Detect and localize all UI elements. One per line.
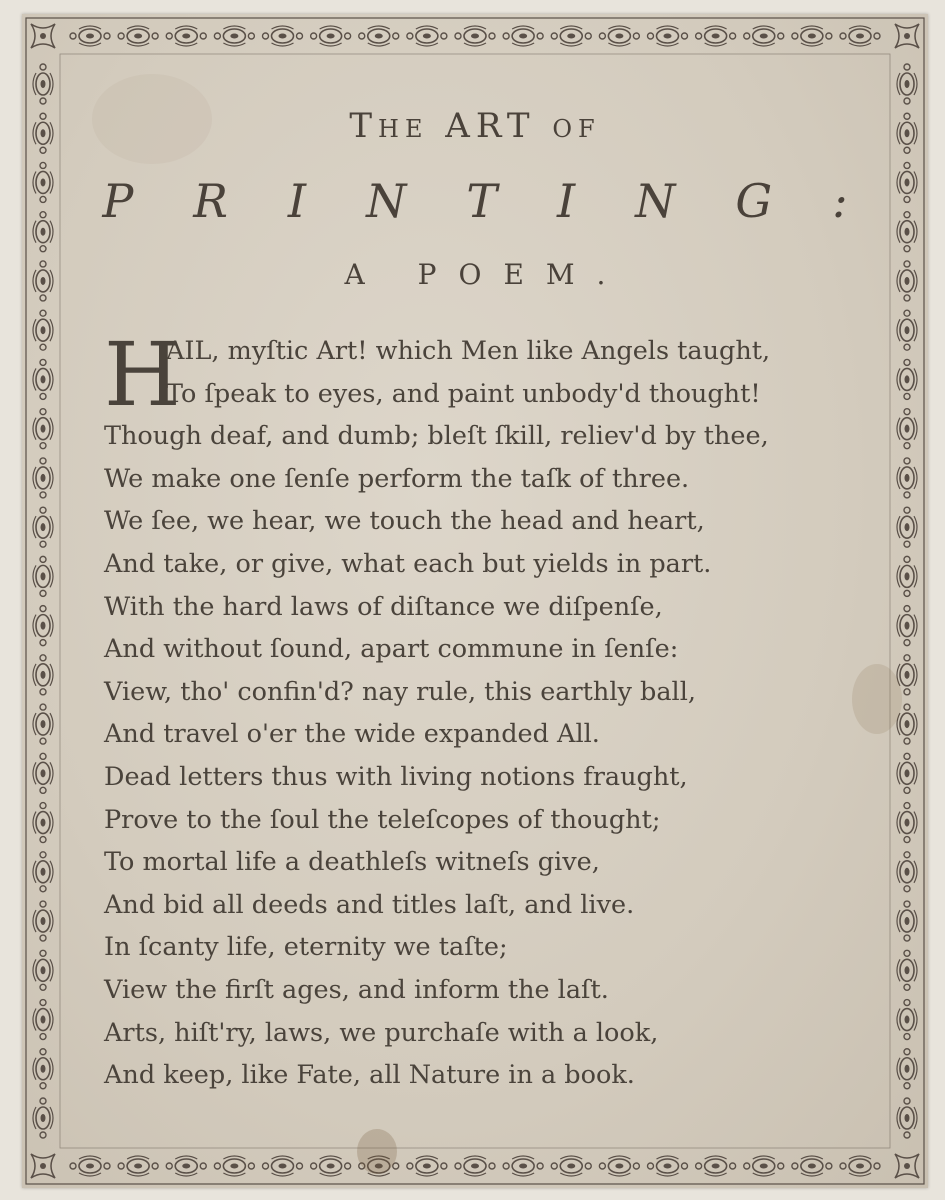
border-link bbox=[33, 1049, 53, 1089]
border-link bbox=[263, 1156, 303, 1176]
border-link bbox=[214, 1156, 254, 1176]
border-link bbox=[33, 606, 53, 646]
border-link bbox=[744, 1156, 784, 1176]
border-link bbox=[263, 26, 303, 46]
border-link bbox=[551, 26, 591, 46]
paper-stain bbox=[357, 1129, 397, 1174]
border-link bbox=[33, 655, 53, 695]
border-link bbox=[33, 901, 53, 941]
border-link bbox=[455, 1156, 495, 1176]
border-link bbox=[744, 26, 784, 46]
poem-line: And bid all deeds and titles laſt, and live. bbox=[104, 889, 635, 920]
poem-line: And without ſound, apart commune in ſenſe: bbox=[104, 634, 679, 665]
poem-line: We make one ſenſe perform the taſk of three. bbox=[104, 463, 690, 494]
poem-line: View the firſt ages, and inform the laſt. bbox=[104, 974, 609, 1005]
border-link bbox=[70, 26, 110, 46]
border-link bbox=[33, 310, 53, 350]
border-link bbox=[648, 26, 688, 46]
border-link bbox=[33, 359, 53, 399]
poem-line: AIL, myſtic Art! which Men like Angels taught, bbox=[166, 336, 771, 366]
border-link bbox=[311, 26, 351, 46]
border-link bbox=[897, 1000, 917, 1040]
border-link bbox=[599, 1156, 639, 1176]
border-link bbox=[33, 507, 53, 547]
border-link bbox=[118, 26, 158, 46]
border-link bbox=[897, 1049, 917, 1089]
border-link bbox=[359, 26, 399, 46]
border-link bbox=[33, 950, 53, 990]
border-link bbox=[897, 507, 917, 547]
border-link bbox=[840, 26, 880, 46]
drop-cap: H bbox=[104, 323, 181, 426]
border-link bbox=[33, 556, 53, 596]
border-link bbox=[503, 1156, 543, 1176]
poem-line: We ſee, we hear, we touch the head and heart, bbox=[104, 506, 705, 537]
border-link bbox=[696, 26, 736, 46]
poem-line: And travel o'er the wide expanded All. bbox=[104, 719, 600, 750]
border-link bbox=[33, 64, 53, 104]
border-link bbox=[33, 409, 53, 449]
poem-opening bbox=[104, 323, 884, 426]
border-link bbox=[897, 950, 917, 990]
printed-sheet bbox=[22, 14, 928, 1188]
border-link bbox=[897, 1098, 917, 1138]
border-link bbox=[897, 753, 917, 793]
poem-line: To mortal life a deathleſs witneſs give, bbox=[104, 847, 600, 878]
border-link bbox=[696, 1156, 736, 1176]
border-link bbox=[897, 409, 917, 449]
poem-line: View, tho' confin'd? nay rule, this earthly ball, bbox=[104, 676, 696, 707]
border-link bbox=[897, 64, 917, 104]
poem-line: To ſpeak to eyes, and paint unbody'd thought! bbox=[166, 378, 761, 409]
title-line-2: PRINTING: bbox=[102, 174, 908, 228]
poem-line: Prove to the ſoul the teleſcopes of thought; bbox=[104, 804, 661, 835]
border-link bbox=[599, 26, 639, 46]
title-line-1: The ART of bbox=[349, 106, 601, 146]
border-link bbox=[33, 704, 53, 744]
border-link bbox=[118, 1156, 158, 1176]
border-link bbox=[33, 852, 53, 892]
title-line-3: A POEM. bbox=[344, 258, 628, 291]
border-link bbox=[897, 310, 917, 350]
border-link bbox=[792, 26, 832, 46]
border-link bbox=[70, 1156, 110, 1176]
border-link bbox=[33, 753, 53, 793]
poem-line: And keep, like Fate, all Nature in a book. bbox=[104, 1060, 635, 1091]
border-link bbox=[897, 556, 917, 596]
poem-line: Though deaf, and dumb; bleſt ſkill, reliev'd by thee, bbox=[104, 421, 769, 452]
poem-line: And take, or give, what each but yields in part. bbox=[104, 548, 712, 579]
border-link bbox=[455, 26, 495, 46]
poem-body bbox=[104, 323, 884, 1097]
border-link bbox=[840, 1156, 880, 1176]
border-link bbox=[648, 1156, 688, 1176]
border-link bbox=[897, 458, 917, 498]
border-link bbox=[33, 1098, 53, 1138]
border-link bbox=[311, 1156, 351, 1176]
border-link bbox=[407, 1156, 447, 1176]
border-link bbox=[897, 606, 917, 646]
poem-line: In ſcanty life, eternity we taſte; bbox=[104, 932, 508, 963]
border-link bbox=[503, 26, 543, 46]
border-link bbox=[214, 26, 254, 46]
border-link bbox=[33, 458, 53, 498]
border-link bbox=[551, 1156, 591, 1176]
poem-line: Dead letters thus with living notions fraught, bbox=[104, 761, 688, 792]
border-link bbox=[166, 26, 206, 46]
border-link bbox=[897, 803, 917, 843]
border-link bbox=[792, 1156, 832, 1176]
border-link bbox=[407, 26, 447, 46]
border-link bbox=[166, 1156, 206, 1176]
border-link bbox=[897, 852, 917, 892]
border-link bbox=[33, 1000, 53, 1040]
border-link bbox=[897, 901, 917, 941]
border-link bbox=[33, 803, 53, 843]
poem-line: With the hard laws of diſtance we diſpenſe, bbox=[104, 591, 663, 622]
poem-line: Arts, hiſt'ry, laws, we purchaſe with a look, bbox=[104, 1017, 659, 1048]
border-link bbox=[897, 359, 917, 399]
